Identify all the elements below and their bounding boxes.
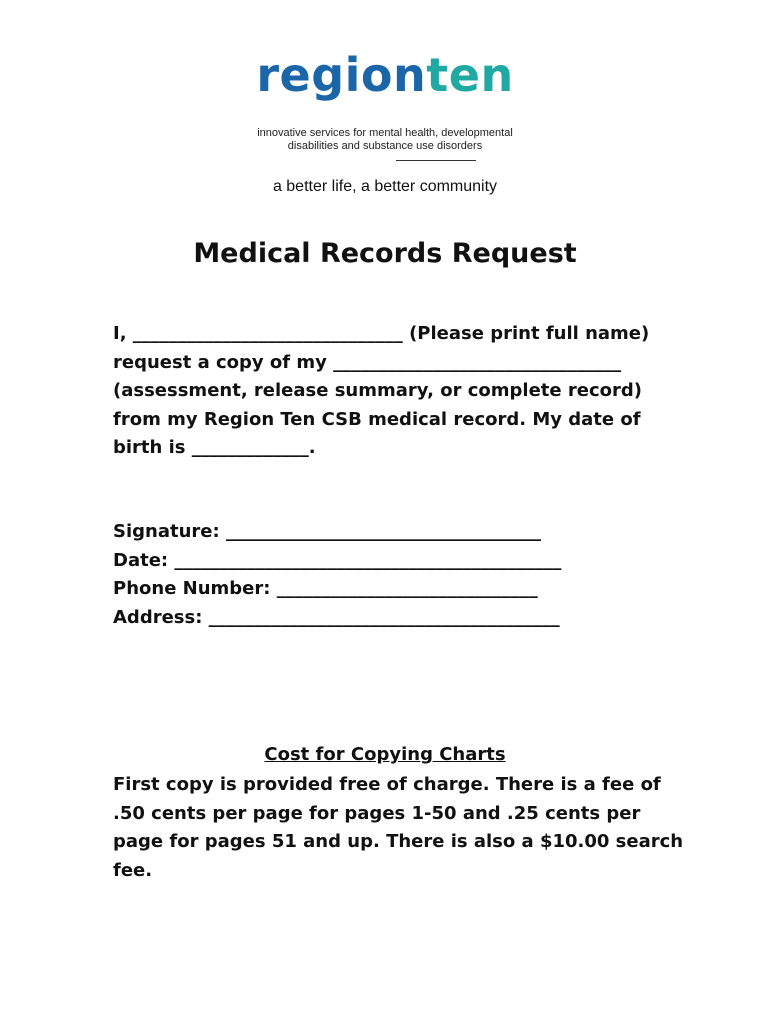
region-ten-logo (0, 48, 770, 102)
cost-paragraph (113, 771, 684, 885)
tagline-line-1: innovative services for mental health, developmental (257, 127, 513, 139)
cost-line-1: First copy is provided free of charge. There is a fee of (113, 774, 661, 795)
request-line-dob: birth is _____________. (113, 437, 316, 458)
request-line-name: I, ______________________________ (Please print full name) (113, 323, 650, 344)
signature-field: Signature: ___________________________________ (113, 521, 541, 542)
tagline (0, 127, 770, 153)
request-line-options: (assessment, release summary, or complete record) (113, 380, 642, 401)
logo-ten-text: ten (426, 48, 514, 102)
cost-heading: Cost for Copying Charts (264, 744, 506, 765)
cost-line-3: page for pages 51 and up. There is also a $10.00 search (113, 831, 684, 852)
date-field: Date: ___________________________________________ (113, 549, 562, 571)
phone-number-field: Phone Number: _____________________________ (113, 578, 538, 599)
request-line-record: request a copy of my ________________________________ (113, 351, 622, 373)
form-fields (113, 518, 663, 632)
request-paragraph (113, 320, 663, 463)
address-field: Address: _______________________________________ (113, 606, 560, 628)
cost-line-4: fee. (113, 859, 153, 881)
motto: a better life, a better community (272, 178, 498, 195)
request-line-source: from my Region Ten CSB medical record. My date of (113, 408, 641, 430)
cost-line-2: .50 cents per page for pages 1-50 and .25 cents per (113, 802, 641, 824)
logo-region-text: region (256, 48, 427, 102)
tagline-divider (396, 160, 476, 161)
tagline-line-2: disabilities and substance use disorders (287, 140, 483, 152)
page-title: Medical Records Request (193, 238, 577, 269)
